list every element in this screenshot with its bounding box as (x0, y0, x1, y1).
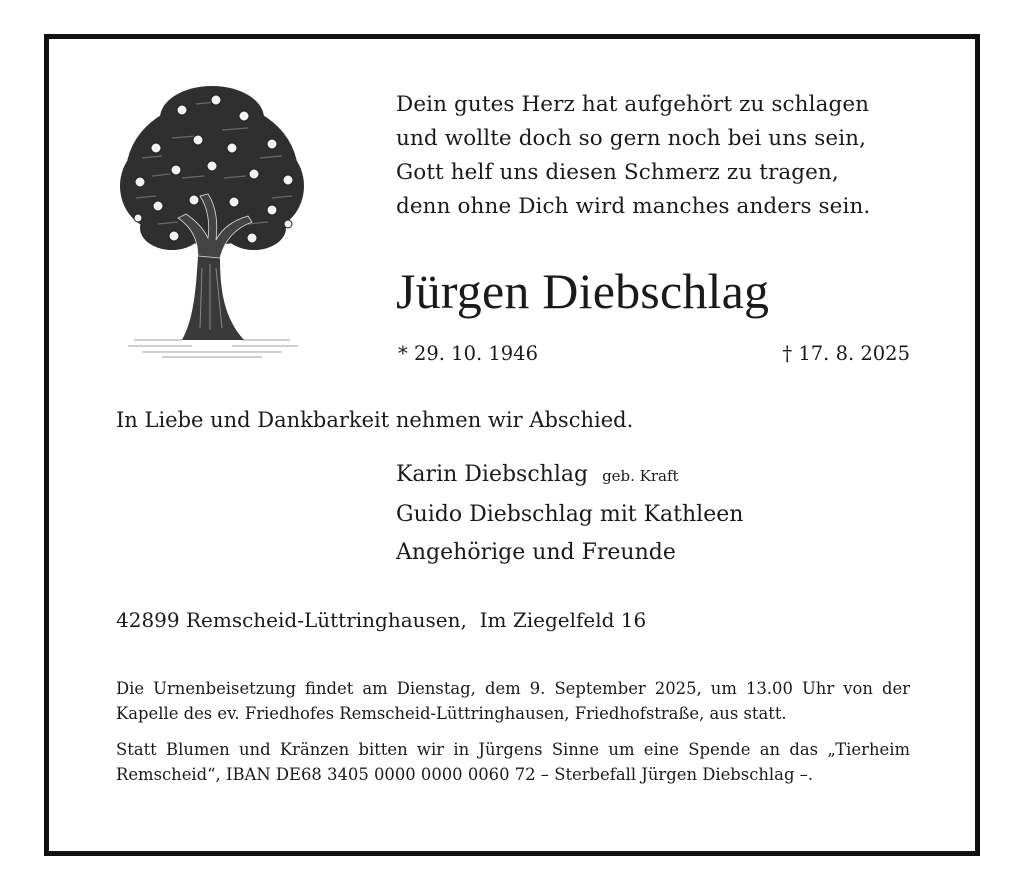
mourner-widow (396, 456, 743, 496)
apple-tree-illustration (112, 78, 312, 368)
memorial-poem (396, 88, 870, 224)
poem-line: und wollte doch so gern noch bei uns sein, (396, 126, 867, 151)
poem-line: denn ohne Dich wird manches anders sein. (396, 194, 871, 219)
mourners-list (396, 456, 743, 573)
donation-notice: Statt Blumen und Kränzen bitten wir in Jürgens Sinne um eine Spende an das „Tierheim Remscheid“, IBAN DE68 3405 0000 0000 0060 72 – Sterbefall Jürgen Diebschlag –. (116, 740, 910, 784)
mourner-others: Angehörige und Freunde (396, 540, 676, 565)
poem-line: Gott helf uns diesen Schmerz zu tragen, (396, 160, 839, 185)
widow-birth-name: geb. Kraft (602, 467, 679, 485)
birth-date: * 29. 10. 1946 (398, 342, 538, 365)
deceased-name: Jürgen Diebschlag (396, 263, 770, 319)
farewell-line: In Liebe und Dankbarkeit nehmen wir Abschied. (116, 408, 634, 432)
burial-notice: Die Urnenbeisetzung findet am Dienstag, dem 9. September 2025, um 13.00 Uhr von der Kapelle des ev. Friedhofes Remscheid-Lüttringhausen, Friedhofstraße, aus statt. (116, 679, 910, 723)
poem-line: Dein gutes Herz hat aufgehört zu schlagen (396, 92, 870, 117)
family-address: 42899 Remscheid-Lüttringhausen, Im Ziegelfeld 16 (116, 608, 647, 632)
mourner-son: Guido Diebschlag mit Kathleen (396, 501, 744, 527)
death-date: † 17. 8. 2025 (782, 342, 910, 365)
widow-name: Karin Diebschlag (396, 462, 589, 487)
